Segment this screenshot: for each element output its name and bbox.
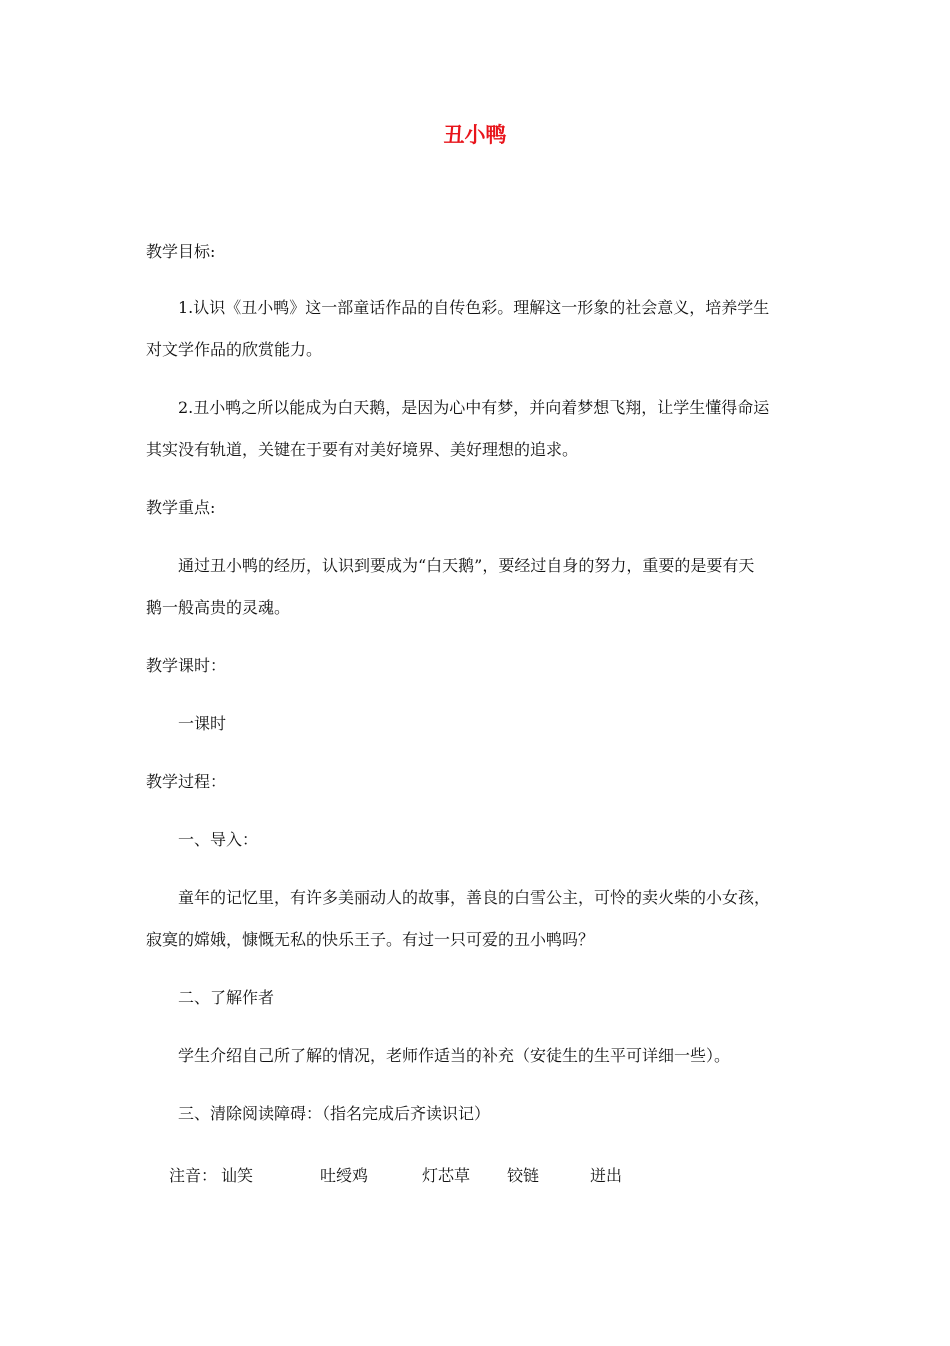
class-hours-value: 一课时	[178, 714, 227, 733]
objective-2-line-2: 其实没有轨道，关键在于要有对美好境界、美好理想的追求。	[146, 440, 579, 459]
pinyin-word: 讪笑	[221, 1166, 254, 1185]
section-heading-process: 教学过程：	[146, 772, 227, 791]
pinyin-word: 迸出	[590, 1166, 623, 1185]
step-3-heading: 三、清除阅读障碍：（指名完成后齐读识记）	[178, 1104, 491, 1123]
document-title: 丑小鸭	[443, 123, 507, 147]
pinyin-label: 注音：	[169, 1166, 218, 1185]
section-heading-key-points: 教学重点:	[146, 498, 216, 517]
objective-1-line-2: 对文学作品的欣赏能力。	[146, 340, 323, 359]
section-heading-objectives: 教学目标:	[146, 242, 216, 261]
objective-2-line-1: 2.丑小鸭之所以能成为白天鹅，是因为心中有梦，并向着梦想飞翔，让学生懂得命运	[178, 398, 770, 417]
step-1-heading: 一、导入：	[178, 830, 259, 849]
pinyin-word: 吐绶鸡	[320, 1166, 369, 1185]
step-1-text-line-2: 寂寞的嫦娥，慷慨无私的快乐王子。有过一只可爱的丑小鸭吗？	[146, 930, 595, 949]
pinyin-word: 铰链	[507, 1166, 540, 1185]
step-2-heading: 二、了解作者	[178, 988, 275, 1007]
objective-1-line-1: 1.认识《丑小鸭》这一部童话作品的自传色彩。理解这一形象的社会意义，培养学生	[178, 298, 770, 317]
pinyin-word: 灯芯草	[422, 1166, 471, 1185]
key-points-line-1: 通过丑小鸭的经历，认识到要成为“白天鹅”，要经过自身的努力，重要的是要有天	[178, 556, 755, 575]
section-heading-class-hours: 教学课时：	[146, 656, 227, 675]
step-1-text-line-1: 童年的记忆里，有许多美丽动人的故事，善良的白雪公主，可怜的卖火柴的小女孩，	[178, 888, 771, 907]
key-points-line-2: 鹅一般高贵的灵魂。	[146, 598, 291, 617]
pinyin-word-row	[169, 1164, 869, 1188]
step-2-text: 学生介绍自己所了解的情况，老师作适当的补充（安徒生的生平可详细一些）。	[178, 1046, 731, 1065]
